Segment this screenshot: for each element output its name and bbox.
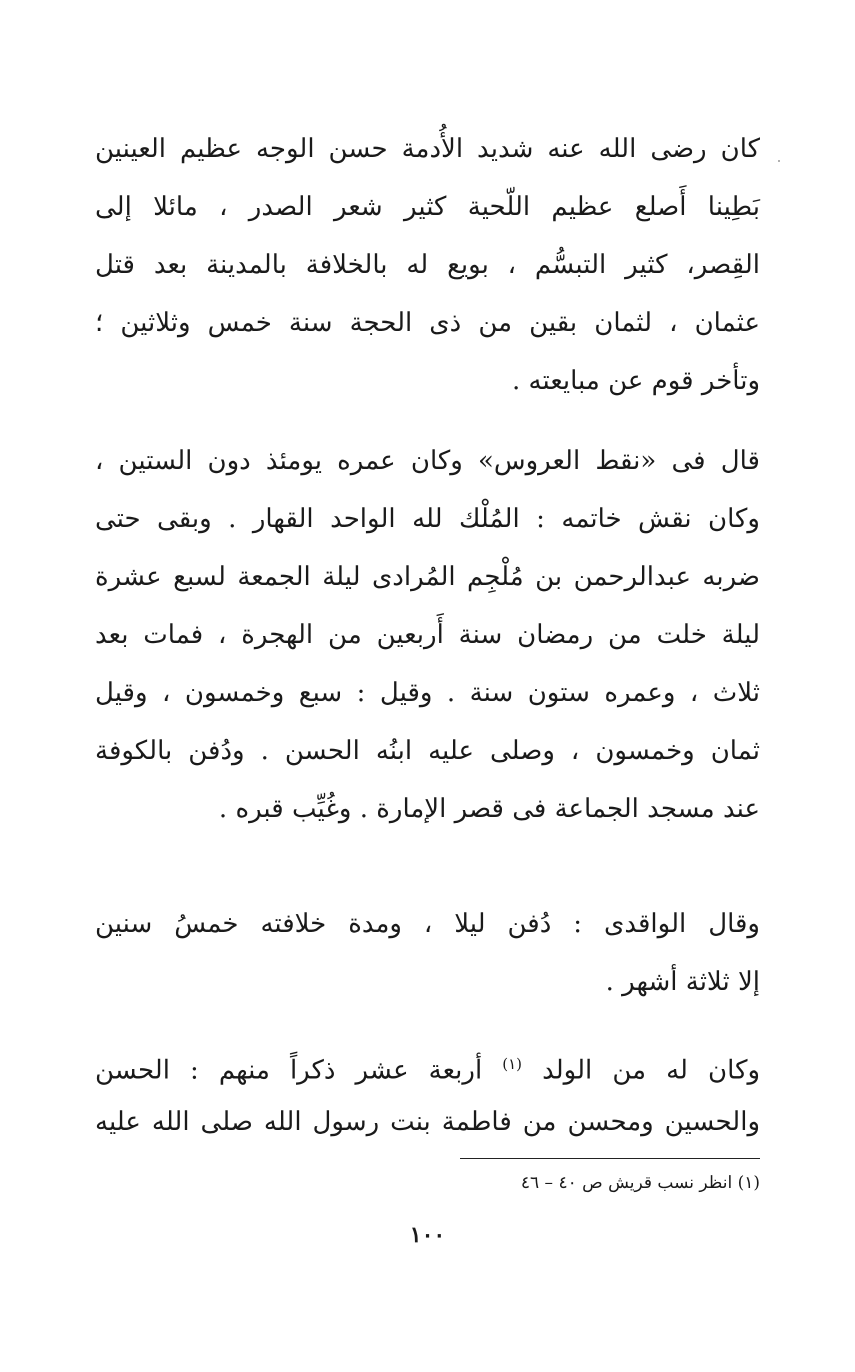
text-line: والحسين ومحسن من فاطمة بنت رسول الله صلى الله عليه [95, 1107, 760, 1137]
text-line: إلا ثلاثة أشهر . [605, 967, 760, 997]
paragraph-waqidi [95, 895, 760, 1011]
text-segment: وكان له من الولد [542, 1055, 760, 1086]
text-segment: أربعة عشر ذكراً منهم : الحسن [95, 1055, 483, 1086]
text-line: بَطِينا أَصلع عظيم اللّحية كثير شعر الصدر ، مائلا إلى [95, 192, 760, 222]
page-number: ١٠٠ [409, 1222, 446, 1248]
text-line: كان رضى الله عنه شديد الأُدمة حسن الوجه عظيم العينين [95, 134, 760, 164]
text-line: ثمان وخمسون ، وصلى عليه ابنُه الحسن . ودُفن بالكوفة [95, 736, 760, 766]
paragraph-children [95, 1035, 760, 1151]
text-line: القِصر، كثير التبسُّم ، بويع له بالخلافة بالمدينة بعد قتل [95, 250, 760, 280]
text-line: ليلة خلت من رمضان سنة أَربعين من الهجرة ، فمات بعد [95, 620, 760, 650]
text-line: وقال الواقدى : دُفن ليلا ، ومدة خلافته خمسُ سنين [95, 909, 760, 939]
paragraph-death [95, 432, 760, 838]
text-line: عند مسجد الجماعة فى قصر الإمارة . وغُيِّب قبره . [218, 794, 760, 824]
text-line: قال فى «نقط العروس» وكان عمره يومئذ دون الستين ، [95, 446, 760, 476]
text-line: وتأخر قوم عن مبايعته . [512, 366, 760, 396]
text-line: عثمان ، لثمان بقين من ذى الحجة سنة خمس وثلاثين ؛ [95, 308, 760, 338]
text-line [95, 1035, 760, 1093]
paper-speck [778, 160, 780, 162]
text-line: ضربه عبدالرحمن بن مُلْجِم المُرادى ليلة الجمعة لسبع عشرة [95, 562, 760, 592]
paragraph-appearance [95, 120, 760, 410]
footnote-divider [460, 1158, 760, 1159]
text-line: وكان نقش خاتمه : المُلْك لله الواحد القهار . وبقى حتى [95, 504, 760, 534]
text-line: ثلاث ، وعمره ستون سنة . وقيل : سبع وخمسون ، وقيل [95, 678, 760, 708]
footnote-marker[interactable]: (١) [502, 1055, 523, 1073]
footnote-text: (١) انظر نسب قريش ص ٤٠ – ٤٦ [520, 1173, 760, 1193]
